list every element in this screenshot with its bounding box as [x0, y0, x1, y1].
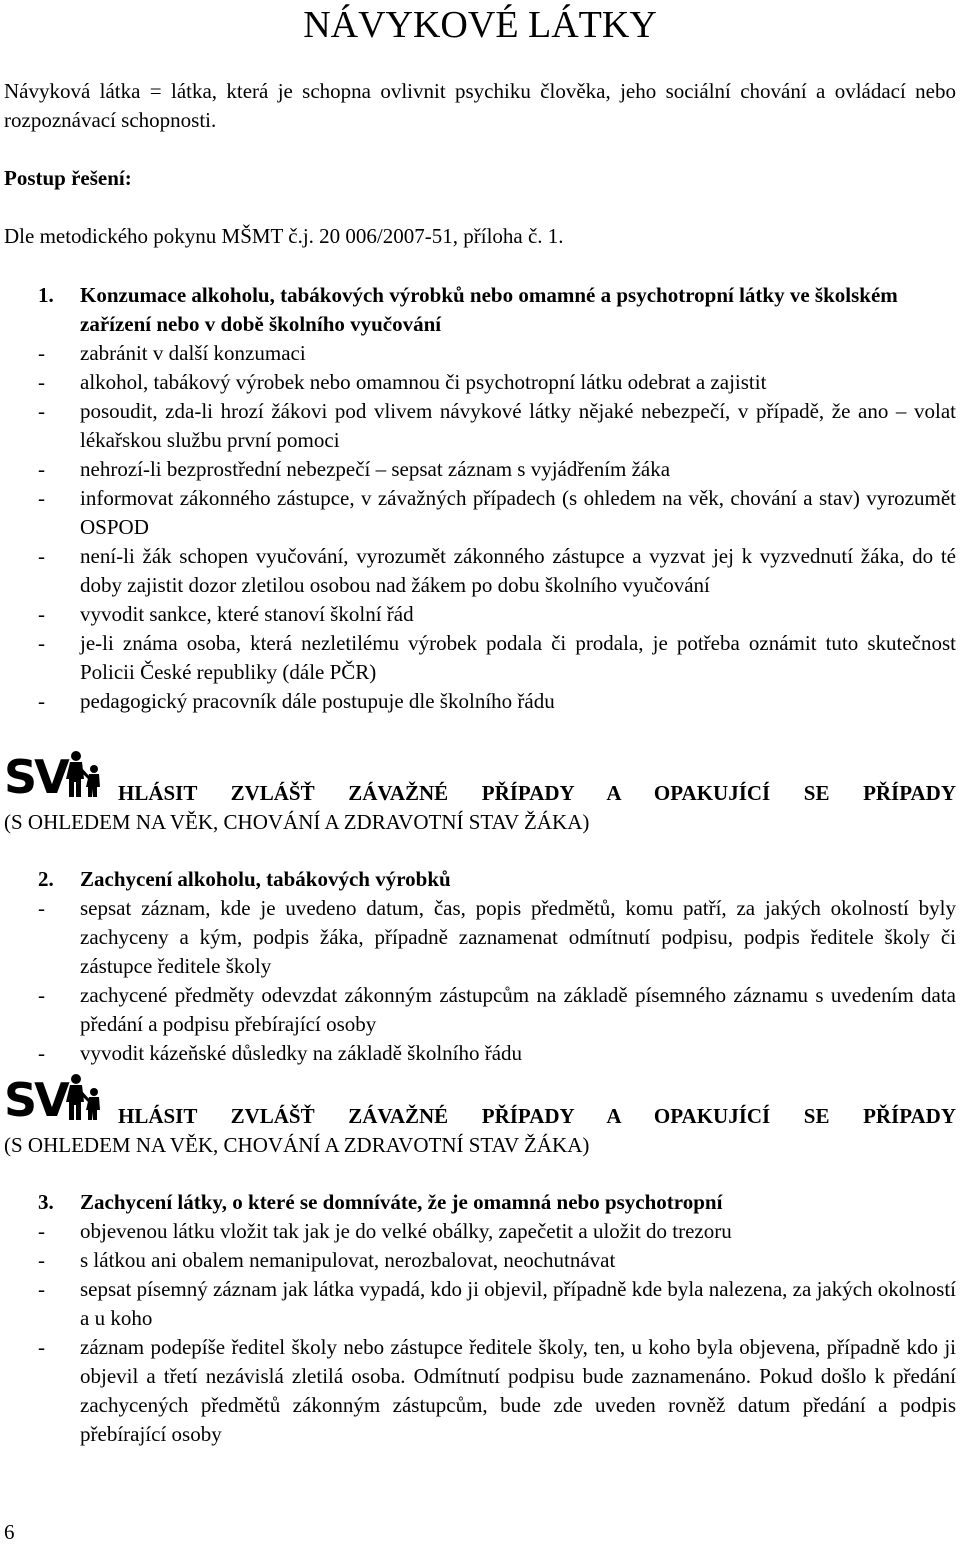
- section-heading: [38, 1188, 956, 1217]
- dash: -: [38, 1041, 45, 1065]
- list-item: [38, 455, 956, 484]
- list-item: [38, 629, 956, 687]
- sv-logo-icon: [4, 1072, 104, 1122]
- list-item-text: zachycené předměty odevzdat zákonným zástupcům na základě písemného záznamu s uvedením data předání a podpisu přebírající osoby: [80, 983, 956, 1036]
- list-item: [38, 368, 956, 397]
- section-title: Konzumace alkoholu, tabákových výrobků nebo omamné a psychotropní látky ve školském zařízení nebo v době školního vyučování: [80, 283, 898, 336]
- list-item: [38, 981, 956, 1039]
- warning-block: [4, 1072, 956, 1162]
- list-item-text: posoudit, zda-li hrozí žákovi pod vlivem návykové látky nějaké nebezpečí, v případě, že ano – volat lékařskou službu první pomoci: [80, 399, 956, 452]
- list-item-text: alkohol, tabákový výrobek nebo omamnou či psychotropní látku odebrat a zajistit: [80, 370, 767, 394]
- dash: -: [38, 983, 45, 1007]
- section-1: [38, 281, 956, 716]
- list-item-text: není-li žák schopen vyučování, vyrozumět zákonného zástupce a vyzvat jej k vyzvednutí žáka, do té doby zajistit dozor zletilou osobou nad žákem po dobu školního vyučování: [80, 544, 956, 597]
- list-item-text: vyvodit sankce, které stanoví školní řád: [80, 602, 414, 626]
- section-3-list: [38, 1217, 956, 1449]
- dash: -: [38, 486, 45, 510]
- dash: -: [38, 457, 45, 481]
- list-item-text: zabránit v další konzumaci: [80, 341, 306, 365]
- list-item: [38, 1217, 956, 1246]
- warning-block: [4, 749, 956, 839]
- dash: -: [38, 1248, 45, 1272]
- list-item: [38, 1039, 956, 1068]
- list-item-text: pedagogický pracovník dále postupuje dle školního řádu: [80, 689, 555, 713]
- warning-title: HLÁSIT ZVLÁŠŤ ZÁVAŽNÉ PŘÍPADY A OPAKUJÍCÍ SE PŘÍPADY: [118, 1104, 956, 1128]
- dash: -: [38, 631, 45, 655]
- section-2: [38, 865, 956, 1068]
- list-item-text: je-li známa osoba, která nezletilému výrobek podala či prodala, je potřeba oznámit tuto skutečnost Policii České republiky (dále PČR): [80, 631, 956, 684]
- dash: -: [38, 399, 45, 423]
- methodical-reference: Dle metodického pokynu MŠMT č.j. 20 006/2007-51, příloha č. 1.: [4, 224, 564, 248]
- list-item-text: nehrozí-li bezprostřední nebezpečí – sepsat záznam s vyjádřením žáka: [80, 457, 671, 481]
- section-number: 1.: [38, 283, 54, 307]
- section-number: 3.: [38, 1190, 54, 1214]
- section-2-list: [38, 894, 956, 1068]
- list-item: [38, 397, 956, 455]
- list-item: [38, 687, 956, 716]
- sv-logo-text: SV: [4, 750, 67, 799]
- dash: -: [38, 689, 45, 713]
- sv-logo-text: SV: [4, 1073, 67, 1122]
- section-number: 2.: [38, 867, 54, 891]
- procedure-heading: Postup řešení:: [4, 166, 132, 190]
- list-item: [38, 339, 956, 368]
- list-item: [38, 542, 956, 600]
- list-item: [38, 484, 956, 542]
- list-item: [38, 1333, 956, 1449]
- list-item: [38, 1246, 956, 1275]
- section-heading: [38, 865, 956, 894]
- warning-subtitle: (S OHLEDEM NA VĚK, CHOVÁNÍ A ZDRAVOTNÍ STAV ŽÁKA): [4, 810, 590, 834]
- dash: -: [38, 1219, 45, 1243]
- dash: -: [38, 1335, 45, 1359]
- document-title: NÁVYKOVÉ LÁTKY: [303, 4, 657, 46]
- section-3: [38, 1188, 956, 1449]
- dash: -: [38, 341, 45, 365]
- warning-title: HLÁSIT ZVLÁŠŤ ZÁVAŽNÉ PŘÍPADY A OPAKUJÍCÍ SE PŘÍPADY: [118, 781, 956, 805]
- definition-paragraph: Návyková látka = látka, která je schopna ovlivnit psychiku člověka, jeho sociální chování a ovládací nebo rozpoznávací schopnosti.: [4, 79, 956, 132]
- sv-logo-icon: [4, 749, 104, 799]
- dash: -: [38, 896, 45, 920]
- dash: -: [38, 1277, 45, 1301]
- list-item-text: s látkou ani obalem nemanipulovat, nerozbalovat, neochutnávat: [80, 1248, 616, 1272]
- dash: -: [38, 602, 45, 626]
- list-item-text: záznam podepíše ředitel školy nebo zástupce ředitele školy, ten, u koho byla objevena, případně kdo ji objevil a třetí nezávislá zletilá osoba. Odmítnutí podpisu bude zaznamenáno. Pokud došlo k předání zachycených předmětů zákonným zástupcům, bude zde uveden rovněž datum předání a podpis přebírající osoby: [80, 1335, 956, 1446]
- list-item: [38, 1275, 956, 1333]
- section-title: Zachycení alkoholu, tabákových výrobků: [80, 867, 451, 891]
- section-heading: [38, 281, 956, 339]
- list-item-text: sepsat záznam, kde je uvedeno datum, čas, popis předmětů, komu patří, za jakých okolností byly zachyceny a kým, podpis žáka, případně zaznamenat odmítnutí podpisu, podpis ředitele školy či zástupce ředitele školy: [80, 896, 956, 978]
- warning-subtitle: (S OHLEDEM NA VĚK, CHOVÁNÍ A ZDRAVOTNÍ STAV ŽÁKA): [4, 1133, 590, 1157]
- dash: -: [38, 544, 45, 568]
- list-item-text: informovat zákonného zástupce, v závažných případech (s ohledem na věk, chování a stav) vyrozumět OSPOD: [80, 486, 956, 539]
- page-number: 6: [4, 1520, 15, 1544]
- list-item: [38, 600, 956, 629]
- list-item-text: vyvodit kázeňské důsledky na základě školního řádu: [80, 1041, 523, 1065]
- section-1-list: [38, 339, 956, 716]
- list-item-text: sepsat písemný záznam jak látka vypadá, kdo ji objevil, případně kde byla nalezena, za jakých okolností a u koho: [80, 1277, 956, 1330]
- section-title: Zachycení látky, o které se domníváte, že je omamná nebo psychotropní: [80, 1190, 723, 1214]
- list-item-text: objevenou látku vložit tak jak je do velké obálky, zapečetit a uložit do trezoru: [80, 1219, 732, 1243]
- list-item: [38, 894, 956, 981]
- dash: -: [38, 370, 45, 394]
